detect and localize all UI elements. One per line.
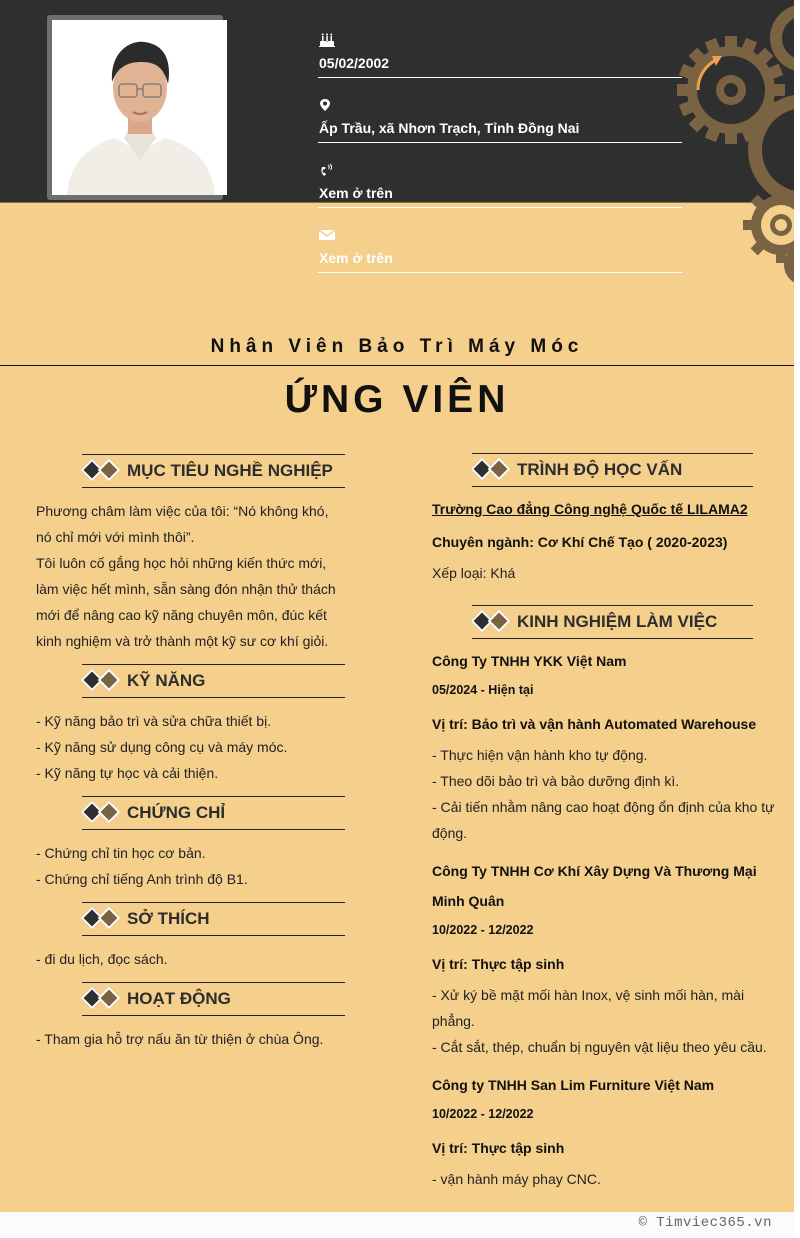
- job-tasks: [432, 982, 782, 1060]
- phone-icon: [318, 163, 682, 179]
- school-name: Trường Cao đẳng Công nghệ Quốc tế LILAMA2: [432, 501, 748, 517]
- job-position: Vị trí: Thực tập sinh: [432, 956, 565, 972]
- company-name: Công Ty TNHH YKK Việt Nam: [432, 653, 627, 669]
- company-name: Công Ty TNHH Cơ Khí Xây Dựng Và Thương Mại Minh Quân: [432, 863, 757, 909]
- section-heading-experience: [472, 605, 753, 639]
- diamond-icon: [471, 609, 513, 635]
- section-heading-activities: [82, 982, 345, 1016]
- list-item: - Cắt sắt, thép, chuẩn bị nguyên vật liệu theo yêu cầu.: [432, 1039, 767, 1055]
- section-heading-education: [472, 453, 753, 487]
- birthday-cake-icon: [318, 33, 682, 49]
- section-title: CHỨNG CHỈ: [127, 803, 226, 822]
- hobbies-list: [36, 946, 346, 972]
- candidate-name: ỨNG VIÊN: [284, 378, 510, 421]
- watermark: © Timviec365.vn: [638, 1215, 772, 1231]
- avatar: [52, 20, 227, 195]
- diamond-icon: [81, 986, 123, 1012]
- job-tasks: [432, 742, 782, 846]
- phone-value: Xem ở trên: [319, 185, 393, 201]
- list-item: - Tham gia hỗ trợ nấu ăn từ thiện ở chùa Ông.: [36, 1031, 324, 1047]
- footer: [0, 1212, 794, 1238]
- section-title: TRÌNH ĐỘ HỌC VẤN: [517, 460, 683, 479]
- major: Chuyên ngành: Cơ Khí Chế Tạo ( 2020-2023): [432, 534, 728, 550]
- section-title: KỸ NĂNG: [127, 671, 206, 690]
- address-value: Ấp Trầu, xã Nhơn Trạch, Tỉnh Đồng Nai: [319, 120, 580, 136]
- section-heading-objective: [82, 454, 345, 488]
- certificates-list: [36, 840, 346, 892]
- list-item: - vận hành máy phay CNC.: [432, 1171, 601, 1187]
- job-position: Vị trí: Thực tập sinh: [432, 1140, 565, 1156]
- envelope-icon: [318, 228, 682, 244]
- job-period: 05/2024 - Hiện tại: [432, 683, 534, 697]
- diamond-icon: [81, 458, 123, 484]
- list-item: - Chứng chỉ tin học cơ bản.: [36, 845, 206, 861]
- list-item: - Thực hiện vận hành kho tự động.: [432, 747, 648, 763]
- section-heading-hobbies: [82, 902, 345, 936]
- section-title: HOẠT ĐỘNG: [127, 989, 231, 1008]
- activities-list: [36, 1026, 346, 1052]
- divider: [318, 142, 682, 143]
- section-heading-skills: [82, 664, 345, 698]
- section-heading-certificates: [82, 796, 345, 830]
- job-title: Nhân Viên Bảo Trì Máy Móc: [210, 336, 584, 357]
- job-period: 10/2022 - 12/2022: [432, 923, 534, 937]
- contact-birthday: [318, 33, 682, 78]
- birthday-value: 05/02/2002: [319, 55, 390, 71]
- contact-address: [318, 98, 682, 143]
- diamond-icon: [81, 668, 123, 694]
- objective-text: [36, 498, 346, 654]
- objective-line: Tôi luôn cố gắng học hỏi những kiến thức mới, làm việc hết mình, sẵn sàng đón nhận thử thách mới để nâng cao kỹ năng chuyên môn, đúc kết kinh nghiệm và trở thành một kỹ sư cơ khí giỏi.: [36, 555, 336, 649]
- section-title: SỞ THÍCH: [127, 909, 210, 928]
- divider: [318, 207, 682, 208]
- divider: [318, 77, 682, 78]
- job-position: Vị trí: Bảo trì và vận hành Automated Warehouse: [432, 716, 757, 732]
- grade: Xếp loại: Khá: [432, 565, 516, 581]
- contact-email: [318, 228, 682, 273]
- title-divider: [0, 365, 794, 366]
- list-item: - Kỹ năng sử dụng công cụ và máy móc.: [36, 739, 288, 755]
- diamond-icon: [471, 457, 513, 483]
- objective-line: Phương châm làm việc của tôi: “Nó không khó, nó chỉ mới với mình thôi”.: [36, 503, 329, 545]
- list-item: - Kỹ năng tự học và cải thiện.: [36, 765, 219, 781]
- section-title: MỤC TIÊU NGHỀ NGHIỆP: [127, 461, 333, 480]
- list-item: - Chứng chỉ tiếng Anh trình độ B1.: [36, 871, 248, 887]
- divider: [318, 272, 682, 273]
- list-item: - Theo dõi bảo trì và bảo dưỡng định kì.: [432, 773, 680, 789]
- list-item: - Kỹ năng bảo trì và sửa chữa thiết bị.: [36, 713, 272, 729]
- list-item: - đi du lịch, đọc sách.: [36, 951, 168, 967]
- diamond-icon: [81, 906, 123, 932]
- diamond-icon: [81, 800, 123, 826]
- job-period: 10/2022 - 12/2022: [432, 1107, 534, 1121]
- section-title: KINH NGHIỆM LÀM VIỆC: [517, 612, 718, 631]
- list-item: - Xử ký bề mặt mối hàn Inox, vệ sinh mối hàn, mài phẳng.: [432, 987, 745, 1029]
- list-item: - Cải tiến nhằm nâng cao hoạt động ổn định của kho tự động.: [432, 799, 775, 841]
- skills-list: [36, 708, 346, 786]
- email-value: Xem ở trên: [319, 250, 393, 266]
- map-marker-icon: [318, 98, 682, 114]
- contact-phone: [318, 163, 682, 208]
- company-name: Công ty TNHH San Lim Furniture Việt Nam: [432, 1077, 715, 1093]
- job-tasks: [432, 1166, 782, 1192]
